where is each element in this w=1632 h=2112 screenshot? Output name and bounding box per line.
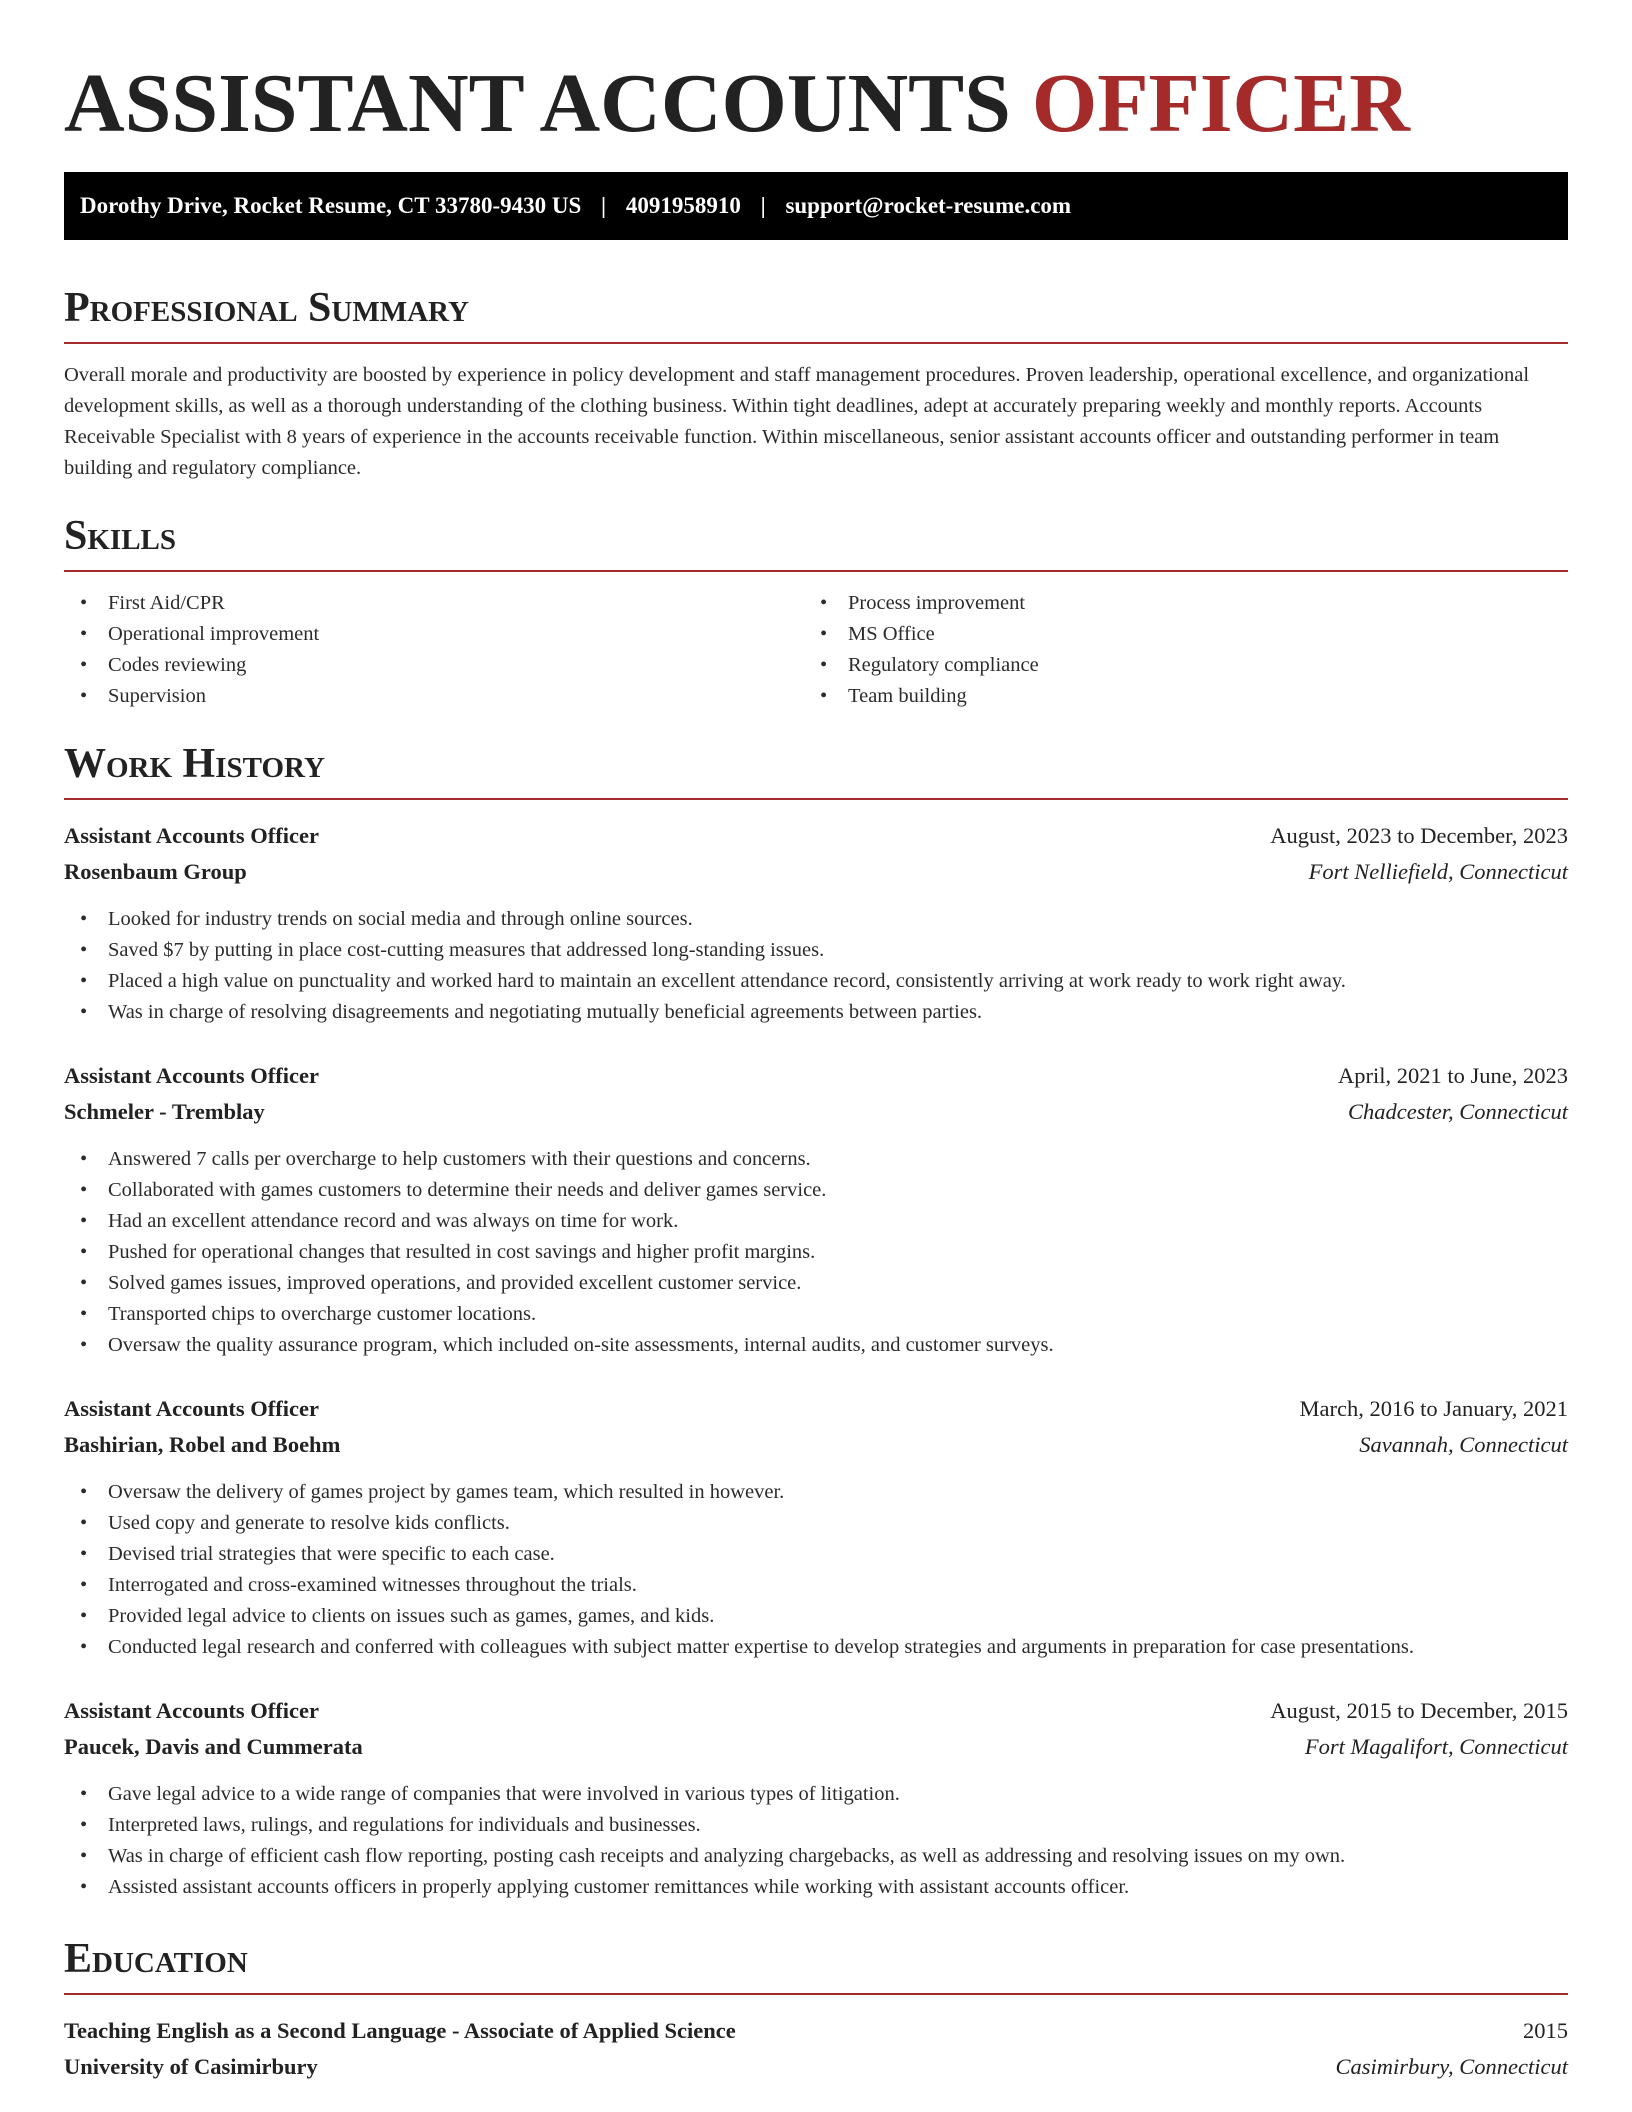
education-location: Casimirbury, Connecticut [1335, 2054, 1568, 2079]
bullet-glyph: • [80, 685, 88, 707]
section-title-skills: Skills [64, 513, 177, 559]
job-bullet [64, 1539, 1568, 1570]
summary-text: Overall morale and productivity are boosted by experience in policy development and staff management procedures. Proven leadership, operational excellence, and organizational development skills, as well as a thorough understanding of the clothing business. Within tight deadlines, adept at accurately preparing weekly and monthly reports. Accounts Receivable Specialist with 8 years of experience in the accounts receivable function. Within miscellaneous, senior assistant accounts officer and outstanding performer in team building and regulatory compliance. [64, 364, 1530, 479]
bullet-glyph: • [80, 1845, 88, 1867]
section-divider [64, 798, 1568, 800]
bullet-glyph: • [80, 1814, 88, 1836]
skill-item [64, 619, 804, 650]
bullet-glyph: • [80, 1876, 88, 1898]
section-title-work: Work History [64, 741, 325, 787]
job-bullet-text: Oversaw the quality assurance program, which included on-site assessments, internal audits, and customer surveys. [108, 1334, 1054, 1356]
bullet-glyph: • [80, 939, 88, 961]
job-bullet-text: Answered 7 calls per overcharge to help customers with their questions and concerns. [108, 1148, 811, 1170]
job-bullet-text: Pushed for operational changes that resulted in cost savings and higher profit margins. [108, 1241, 816, 1263]
job-entry [64, 1391, 1568, 1663]
education-row-bottom [64, 2049, 1568, 2085]
contact-separator: | [601, 193, 607, 218]
job-location: Fort Magalifort, Connecticut [1304, 1734, 1568, 1759]
skills-section [64, 510, 1568, 712]
skill-item [804, 650, 1544, 681]
bullet-glyph: • [80, 1543, 88, 1565]
skill-item-text: Process improvement [848, 592, 1026, 614]
job-row-bottom [64, 1427, 1568, 1463]
job-title: Assistant Accounts Officer [64, 1063, 319, 1088]
job-dates: August, 2015 to December, 2015 [1270, 1698, 1568, 1723]
skills-list-left [64, 588, 804, 712]
bullet-glyph: • [80, 1605, 88, 1627]
job-bullet-text: Transported chips to overcharge customer locations. [108, 1303, 537, 1325]
contact-phone: 4091958910 [625, 193, 741, 218]
bullet-glyph: • [80, 1334, 88, 1356]
job-bullet-text: Interpreted laws, rulings, and regulations for individuals and businesses. [108, 1814, 701, 1836]
job-bullet [64, 997, 1568, 1028]
education-degree: Teaching English as a Second Language - Associate of Applied Science [64, 2018, 736, 2043]
education-section [64, 1933, 1568, 2085]
job-dates: March, 2016 to January, 2021 [1299, 1396, 1568, 1421]
bullet-glyph: • [80, 1210, 88, 1232]
job-bullet-text: Used copy and generate to resolve kids conflicts. [108, 1512, 510, 1534]
bullet-glyph: • [80, 1481, 88, 1503]
job-bullet [64, 1810, 1568, 1841]
job-row-top [64, 818, 1568, 854]
job-bullet-text: Provided legal advice to clients on issues such as games, games, and kids. [108, 1605, 715, 1627]
job-bullet-text: Had an excellent attendance record and was always on time for work. [108, 1210, 679, 1232]
job-bullet-text: Placed a high value on punctuality and worked hard to maintain an excellent attendance record, consistently arriving at work ready to work right away. [108, 970, 1346, 992]
job-title: Assistant Accounts Officer [64, 1698, 319, 1723]
job-bullet-text: Assisted assistant accounts officers in properly applying customer remittances while working with assistant accounts officer. [108, 1876, 1130, 1898]
job-bullet-text: Conducted legal research and conferred with colleagues with subject matter expertise to develop strategies and arguments in preparation for case presentations. [108, 1636, 1415, 1658]
bullet-glyph: • [80, 623, 88, 645]
bullet-glyph: • [80, 1512, 88, 1534]
skill-item-text: Operational improvement [108, 623, 320, 645]
section-divider [64, 570, 1568, 572]
job-bullet-text: Was in charge of efficient cash flow reporting, posting cash receipts and analyzing chargebacks, as well as addressing and resolving issues on my own. [108, 1845, 1346, 1867]
skill-item-text: Team building [848, 685, 967, 707]
contact-email: support@rocket-resume.com [785, 193, 1072, 218]
bullet-glyph: • [820, 654, 828, 676]
job-bullet [64, 1268, 1568, 1299]
job-bullet [64, 1632, 1568, 1663]
job-row-top [64, 1058, 1568, 1094]
job-row-top [64, 1693, 1568, 1729]
job-dates: April, 2021 to June, 2023 [1338, 1063, 1568, 1088]
job-bullet-text: Interrogated and cross-examined witnesses throughout the trials. [108, 1574, 637, 1596]
bullet-glyph: • [820, 623, 828, 645]
contact-bar [64, 172, 1568, 240]
job-company: Paucek, Davis and Cummerata [64, 1734, 363, 1759]
job-bullet-text: Oversaw the delivery of games project by games team, which resulted in however. [108, 1481, 785, 1503]
job-bullets [64, 1779, 1568, 1903]
job-row-top [64, 1391, 1568, 1427]
job-company: Schmeler - Tremblay [64, 1099, 265, 1124]
job-title: Assistant Accounts Officer [64, 823, 319, 848]
job-bullet [64, 1841, 1568, 1872]
job-bullet-text: Gave legal advice to a wide range of companies that were involved in various types of litigation. [108, 1783, 900, 1805]
bullet-glyph: • [80, 1783, 88, 1805]
bullet-glyph: • [80, 1636, 88, 1658]
skill-item-text: First Aid/CPR [108, 592, 225, 614]
skill-item-text: Codes reviewing [108, 654, 247, 676]
job-location: Fort Nelliefield, Connecticut [1308, 859, 1568, 884]
job-location: Chadcester, Connecticut [1348, 1099, 1568, 1124]
job-entry [64, 1693, 1568, 1903]
resume-title [64, 0, 1568, 152]
job-company: Rosenbaum Group [64, 859, 247, 884]
section-divider [64, 1993, 1568, 1995]
bullet-glyph: • [80, 970, 88, 992]
bullet-glyph: • [80, 1179, 88, 1201]
skill-item-text: Regulatory compliance [848, 654, 1039, 676]
job-bullet [64, 1330, 1568, 1361]
job-entry [64, 1058, 1568, 1361]
bullet-glyph: • [80, 1001, 88, 1023]
skill-item [804, 681, 1544, 712]
job-bullet [64, 1779, 1568, 1810]
job-bullet [64, 1872, 1568, 1903]
job-dates: August, 2023 to December, 2023 [1270, 823, 1568, 848]
job-location: Savannah, Connecticut [1359, 1432, 1568, 1457]
skills-columns [64, 588, 1568, 712]
skill-item [64, 681, 804, 712]
bullet-glyph: • [80, 592, 88, 614]
skill-item [804, 619, 1544, 650]
section-divider [64, 342, 1568, 344]
bullet-glyph: • [80, 654, 88, 676]
job-bullet [64, 1570, 1568, 1601]
job-bullet-text: Solved games issues, improved operations, and provided excellent customer service. [108, 1272, 802, 1294]
job-bullet-text: Saved $7 by putting in place cost-cutting measures that addressed long-standing issues. [108, 939, 825, 961]
job-bullet [64, 1601, 1568, 1632]
bullet-glyph: • [820, 685, 828, 707]
skills-list-right [804, 588, 1544, 712]
job-bullet-text: Looked for industry trends on social media and through online sources. [108, 908, 693, 930]
bullet-glyph: • [80, 908, 88, 930]
job-bullets [64, 904, 1568, 1028]
job-bullet-text: Collaborated with games customers to determine their needs and deliver games service. [108, 1179, 827, 1201]
job-bullets [64, 1477, 1568, 1663]
education-entry [64, 2013, 1568, 2085]
job-bullet-text: Devised trial strategies that were specific to each case. [108, 1543, 555, 1565]
contact-address: Dorothy Drive, Rocket Resume, CT 33780-9430 US [80, 193, 582, 218]
job-company: Bashirian, Robel and Boehm [64, 1432, 341, 1457]
bullet-glyph: • [80, 1574, 88, 1596]
bullet-glyph: • [80, 1272, 88, 1294]
bullet-glyph: • [80, 1148, 88, 1170]
job-bullet [64, 1477, 1568, 1508]
skill-item [64, 650, 804, 681]
bullet-glyph: • [80, 1303, 88, 1325]
contact-separator: | [760, 193, 766, 218]
section-title-education: Education [64, 1936, 248, 1982]
job-bullet [64, 1299, 1568, 1330]
skill-item-text: MS Office [848, 623, 935, 645]
job-entry [64, 818, 1568, 1028]
job-bullet [64, 966, 1568, 997]
education-school: University of Casimirbury [64, 2054, 318, 2079]
job-list [64, 818, 1568, 1903]
job-bullet-text: Was in charge of resolving disagreements and negotiating mutually beneficial agreements between parties. [108, 1001, 983, 1023]
bullet-glyph: • [820, 592, 828, 614]
job-bullet [64, 1237, 1568, 1268]
education-row-top [64, 2013, 1568, 2049]
skill-item [64, 588, 804, 619]
title-accent: OFFICER [1031, 57, 1410, 150]
job-bullets [64, 1144, 1568, 1361]
job-bullet [64, 1144, 1568, 1175]
resume-page [64, 0, 1568, 2085]
job-bullet [64, 904, 1568, 935]
job-bullet [64, 935, 1568, 966]
job-row-bottom [64, 1729, 1568, 1765]
bullet-glyph: • [80, 1241, 88, 1263]
job-bullet [64, 1508, 1568, 1539]
education-year: 2015 [1523, 2018, 1568, 2043]
job-bullet [64, 1175, 1568, 1206]
job-row-bottom [64, 854, 1568, 890]
skill-item [804, 588, 1544, 619]
job-bullet [64, 1206, 1568, 1237]
summary-section [64, 282, 1568, 484]
section-title-summary: Professional Summary [64, 285, 469, 331]
job-row-bottom [64, 1094, 1568, 1130]
skill-item-text: Supervision [108, 685, 206, 707]
title-main: ASSISTANT ACCOUNTS [64, 57, 1011, 150]
work-section [64, 738, 1568, 1903]
job-title: Assistant Accounts Officer [64, 1396, 319, 1421]
